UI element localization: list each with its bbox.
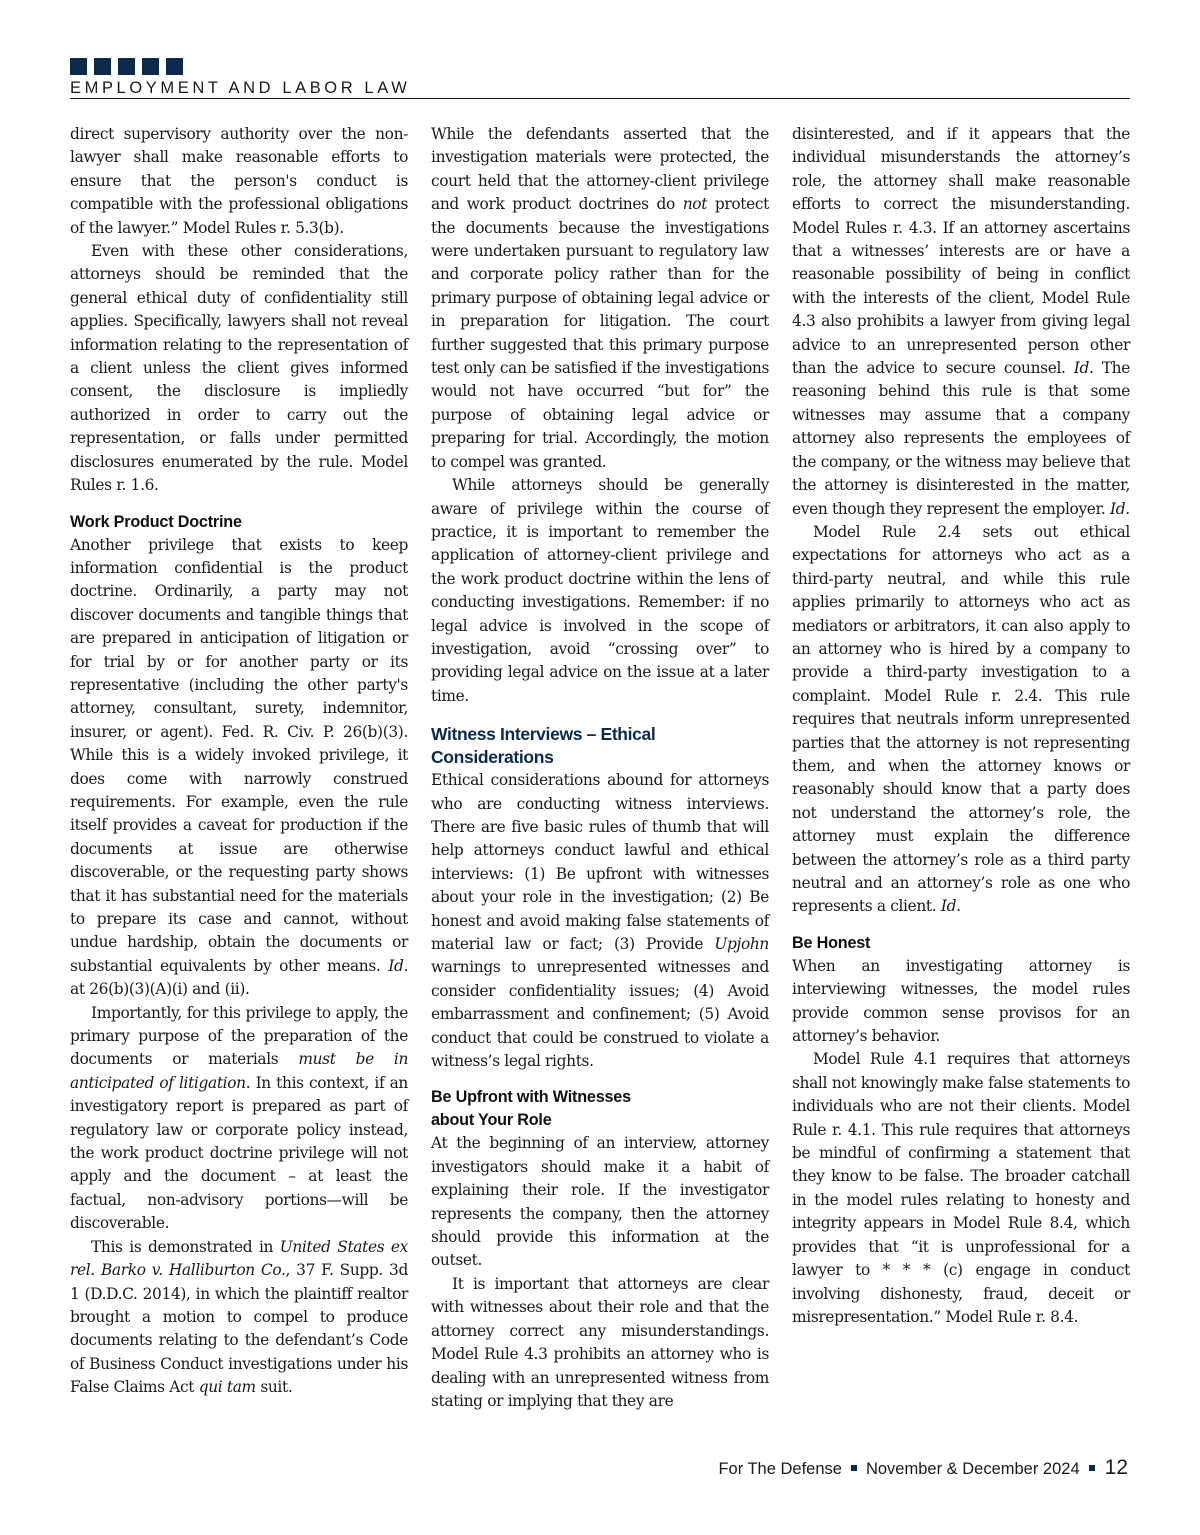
header-square bbox=[142, 58, 159, 75]
subheading-be-honest: Be Honest bbox=[792, 933, 871, 952]
text-run: disinterested, and if it appears that the individual misunderstands the attorney’s role, the attorney shall make reasonable efforts to correct the misunderstanding. Model Rules r. 4.3. If an attorney ascertains that a witnesses’ interests are or have a reasonable possibility of being in conflict with the interests of the client, Model Rule 4.3 also prohibits a lawyer from giving legal advice to an unrepresented person other than the advice to secure counsel. bbox=[792, 125, 1130, 378]
italic-run: Upjohn bbox=[714, 935, 769, 953]
column-1 bbox=[70, 123, 408, 1400]
footer-bullet bbox=[1089, 1465, 1095, 1471]
text-run: This is demonstrated in bbox=[91, 1237, 280, 1256]
text-run: Importantly, for this privilege to apply, the primary purpose of the preparation of the documents or materials bbox=[70, 1003, 408, 1069]
italic-run: Id. bbox=[940, 897, 961, 916]
issue-date: November & December 2024 bbox=[865, 1460, 1080, 1478]
heading-witness-interviews: Witness Interviews – Ethical Considerations bbox=[431, 724, 656, 768]
paragraph bbox=[70, 1002, 408, 1236]
column-2 bbox=[431, 123, 769, 1413]
paragraph: Model Rule 4.1 requires that attorneys shall not knowingly make false statements to individuals who are not their clients. Model Rule r. 4.1. This rule requires that attorneys be mindful of confirming a statement that they know to be false. The broader catchall in the model rules relating to honesty and integrity appears in Model Rule 8.4, which provides that “it is unprofessional for a lawyer to * * * (c) engage in conduct involving dishonesty, fraud, deceit or misrepresentation.” Model Rule r. 8.4. bbox=[792, 1050, 1130, 1326]
footer-bullet bbox=[851, 1465, 857, 1471]
paragraph: direct supervisory authority over the non-lawyer shall make reasonable efforts to ensure that the person's conduct is compatible with the professional obligations of the lawyer.” Model Rules r. 5.3(b). bbox=[70, 125, 408, 237]
paragraph: At the beginning of an interview, attorney investigators should make it a habit of explaining their role. If the investigator represents the company, then the attorney should provide this information at the outset. bbox=[431, 1134, 769, 1270]
page-number: 12 bbox=[1104, 1456, 1128, 1479]
header-divider bbox=[70, 98, 1130, 99]
paragraph bbox=[70, 534, 408, 1002]
paragraph bbox=[431, 769, 769, 1073]
text-run: Model Rule 2.4 sets out ethical expectations for attorneys who act as a third-party neutral, and while this rule applies primarily to attorneys who act as mediators or arbitrators, it can also apply to an attorney who is hired by a company to provide a third-party investigation to a complaint. Model Rule r. 2.4. This rule requires that neutrals inform unrepresented parties that the attorney is not representing them, and when the attorney knows or reasonably should know that a party does not understand the attorney’s role, the attorney must explain the difference between the attorney’s role as a third party neutral and an attorney’s role as one who represents a client. bbox=[792, 522, 1130, 916]
italic-run: qui tam bbox=[198, 1378, 256, 1397]
paragraph bbox=[431, 123, 769, 474]
paragraph: While attorneys should be generally aware of privilege within the course of practice, it is important to remember the application of attorney-client privilege and the work product doctrine within the lens of conducting investigations. Remember: if no legal advice is involved in the scope of investigation, avoid “crossing over” to providing legal advice on the issue at a later time. bbox=[431, 476, 769, 705]
page-footer bbox=[718, 1456, 1128, 1480]
italic-run: must be in anticipated of litigation bbox=[70, 1050, 408, 1092]
italic-run: United States ex rel. Barko v. Halliburton Co. bbox=[70, 1237, 408, 1280]
page-header bbox=[70, 58, 1130, 99]
header-square bbox=[70, 58, 87, 75]
section-title: EMPLOYMENT AND LABOR LAW bbox=[70, 79, 411, 97]
header-square bbox=[166, 58, 183, 75]
italic-run: not bbox=[682, 195, 708, 214]
text-run: , 37 F. Supp. 3d 1 (D.D.C. 2014), in which the plaintiff realtor brought a motion to compel to produce documents relating to the defendant’s Code of Business Conduct investigations under his False Claims Act bbox=[70, 1261, 408, 1397]
italic-run: Id. bbox=[388, 956, 409, 975]
text-run: warnings to unrepresented witnesses and consider confidentiality issues; (4) Avoid embarrassment and confinement; (5) Avoid conduct that could be construed to violate a witness’s legal rights. bbox=[431, 958, 769, 1071]
text-run: Ethical considerations abound for attorneys who are conducting witness interviews. There are five basic rules of thumb that will help attorneys conduct lawful and ethical interviews: (1) Be upfront with witnesses about your role in the investigation; (2) Be honest and avoid making false statements of material law or fact; (3) Provide bbox=[431, 771, 769, 953]
header-square bbox=[118, 58, 135, 75]
italic-run: Id. bbox=[1073, 359, 1094, 378]
text-run: at 26(b)(3)(A)(i) and (ii). bbox=[70, 980, 250, 999]
subheading-work-product-doctrine: Work Product Doctrine bbox=[70, 512, 242, 531]
text-run: . In this context, if an investigatory report is prepared as part of regulatory law or corporate policy instead, the work product doctrine privilege will not apply and the document – at least the factual, non-advisory portions—will be discoverable. bbox=[70, 1073, 408, 1233]
text-run: Another privilege that exists to keep information confidential is the product doctrine. Ordinarily, a party may not discover documents and tangible things that are prepared in anticipation of litigation or for trial by or for another party or its representative (including the other party's attorney, consultant, surety, indemnitor, insurer, or agent). Fed. R. Civ. P. 26(b)(3). While this is a widely invoked privilege, it does come with narrowly construed requirements. For example, even the rule itself provides a caveat for production if the documents at issue are otherwise discoverable, or the requesting party shows that it has substantial need for the materials to prepare its case and cannot, without undue hardship, obtain the documents or substantial equivalents by other means. bbox=[70, 535, 408, 975]
header-squares bbox=[70, 58, 1130, 75]
paragraph: When an investigating attorney is interviewing witnesses, the model rules provide common sense provisos for an attorney’s behavior. bbox=[792, 956, 1130, 1046]
paragraph: It is important that attorneys are clear with witnesses about their role and that the attorney correct any misunderstandings. Model Rule 4.3 prohibits an attorney who is dealing with an unrepresented witness from stating or implying that they are bbox=[431, 1274, 769, 1410]
paragraph: Even with these other considerations, attorneys should be reminded that the general ethical duty of confidentiality still applies. Specifically, lawyers shall not reveal information relating to the representation of a client unless the client gives informed consent, the disclosure is impliedly authorized in order to carry out the representation, or falls under permitted disclosures enumerated by the rule. Model Rules r. 1.6. bbox=[70, 242, 408, 495]
header-square bbox=[94, 58, 111, 75]
paragraph bbox=[792, 123, 1130, 521]
publication-name: For The Defense bbox=[718, 1460, 842, 1478]
paragraph bbox=[70, 1236, 408, 1400]
paragraph bbox=[792, 521, 1130, 919]
italic-run: Id. bbox=[1109, 499, 1130, 518]
column-3 bbox=[792, 123, 1130, 1329]
text-run: The reasoning behind this rule is that some witnesses may assume that a company attorney also represents the employees of the company, or the witness may believe that the attorney is disinterested in the matter, even though they represent the employer. bbox=[792, 359, 1130, 518]
subheading-be-upfront: Be Upfront with Witnesses about Your Role bbox=[431, 1088, 631, 1130]
text-run: While the defendants asserted that the investigation materials were protected, the court held that the attorney-client privilege and work product doctrines do bbox=[431, 125, 769, 214]
text-run: protect the documents because the investigations were undertaken pursuant to regulatory law and corporate policy rather than for the primary purpose of obtaining legal advice or in preparation for litigation. The court further suggested that this primary purpose test only can be satisfied if the investigations would not have occurred “but for” the purpose of obtaining legal advice or preparing for trial. Accordingly, the motion to compel was granted. bbox=[431, 195, 769, 471]
text-run: suit. bbox=[255, 1378, 293, 1397]
